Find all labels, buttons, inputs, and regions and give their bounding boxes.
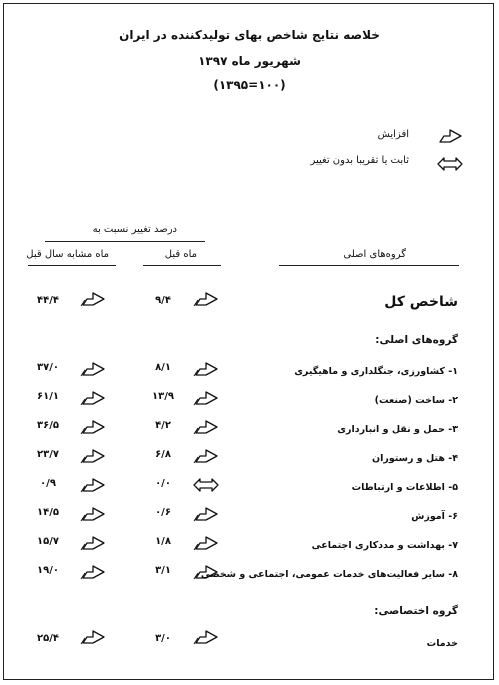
group-last-year-value: ۰/۹ (40, 478, 56, 489)
header-rule-groups (279, 265, 459, 266)
group-last-year-value: ۳۶/۵ (37, 420, 59, 431)
group-row-label: ۳- حمل و نقل و انبارداری (337, 424, 458, 435)
previous-month-header: ماه قبل (164, 249, 197, 260)
header-rule-top (45, 241, 205, 242)
group-prev-month-value: ۶/۸ (155, 449, 171, 460)
group-row-label: ۵- اطلاعات و ارتباطات (351, 482, 458, 493)
increase-arrow-icon (80, 629, 106, 645)
group-prev-month-value: ۱/۸ (155, 536, 171, 547)
group-last-year-value: ۱۵/۷ (37, 536, 59, 547)
group-last-year-value: ۱۹/۰ (37, 565, 59, 576)
header-rule-year (28, 265, 116, 266)
same-month-last-year-header: ماه مشابه سال قبل (26, 249, 109, 260)
special-group-section-title: گروه اختصاصی: (374, 605, 458, 617)
group-prev-month-value: ۴/۲ (155, 420, 171, 431)
increase-arrow-icon (193, 506, 219, 522)
main-groups-header: گروه‌های اصلی (343, 249, 406, 260)
stable-arrow-icon (193, 477, 219, 493)
increase-arrow-icon (80, 448, 106, 464)
header-rule-month (143, 265, 221, 266)
total-prev-month-value: ۹/۴ (155, 295, 171, 306)
group-last-year-value: ۶۱/۱ (37, 391, 59, 402)
group-row-label: ۴- هتل و رستوران (371, 453, 458, 464)
increase-arrow-icon (193, 419, 219, 435)
percent-change-header: درصد تغییر نسبت به (92, 224, 177, 235)
stable-arrow-icon (437, 156, 463, 172)
group-row-label: ۷- بهداشت و مددکاری اجتماعی (311, 540, 458, 551)
report-base-year: (۱۰۰=۱۳۹۵) (213, 78, 286, 92)
total-index-label: شاخص کل (384, 294, 458, 310)
increase-arrow-icon (80, 390, 106, 406)
group-row-label: ۱- کشاورزی، جنگلداری و ماهیگیری (294, 366, 458, 377)
increase-arrow-icon (80, 564, 106, 580)
increase-arrow-icon (80, 477, 106, 493)
special-group-label: خدمات (426, 638, 458, 649)
group-prev-month-value: ۰/۶ (155, 507, 171, 518)
group-last-year-value: ۱۴/۵ (37, 507, 59, 518)
increase-arrow-icon (80, 361, 106, 377)
increase-arrow-icon (80, 535, 106, 551)
increase-arrow-icon (193, 629, 219, 645)
group-prev-month-value: ۱۳/۹ (152, 391, 174, 402)
group-prev-month-value: ۸/۱ (155, 362, 171, 373)
legend-stable-label: ثابت یا تقریبا بدون تغییر (310, 155, 409, 166)
group-last-year-value: ۲۳/۷ (37, 449, 59, 460)
increase-arrow-icon (193, 535, 219, 551)
increase-arrow-icon (193, 361, 219, 377)
group-row-label: ۸- سایر فعالیت‌های خدمات عمومی، اجتماعی و شخصی (200, 569, 458, 580)
special-prev-month-value: ۳/۰ (155, 633, 171, 644)
main-groups-section-title: گروه‌های اصلی: (375, 334, 458, 346)
group-row-label: ۶- آموزش (411, 511, 458, 522)
group-row-label: ۲- ساخت (صنعت) (374, 395, 458, 406)
total-last-year-value: ۴۴/۴ (37, 295, 59, 306)
group-prev-month-value: ۰/۰ (155, 478, 171, 489)
group-last-year-value: ۳۷/۰ (37, 362, 59, 373)
increase-arrow-icon (80, 419, 106, 435)
report-period: شهریور ماه ۱۳۹۷ (198, 54, 301, 68)
increase-arrow-icon (80, 506, 106, 522)
group-prev-month-value: ۳/۱ (155, 565, 171, 576)
increase-arrow-icon (80, 291, 106, 307)
increase-arrow-icon (193, 390, 219, 406)
increase-arrow-icon (193, 448, 219, 464)
special-last-year-value: ۲۵/۴ (37, 633, 59, 644)
report-title: خلاصه نتایج شاخص بهای تولیدکننده در ایران (119, 28, 380, 42)
legend-increase-label: افزایش (377, 129, 409, 140)
increase-arrow-icon (193, 291, 219, 307)
increase-arrow-icon (193, 564, 219, 580)
increase-arrow-icon (437, 128, 463, 144)
